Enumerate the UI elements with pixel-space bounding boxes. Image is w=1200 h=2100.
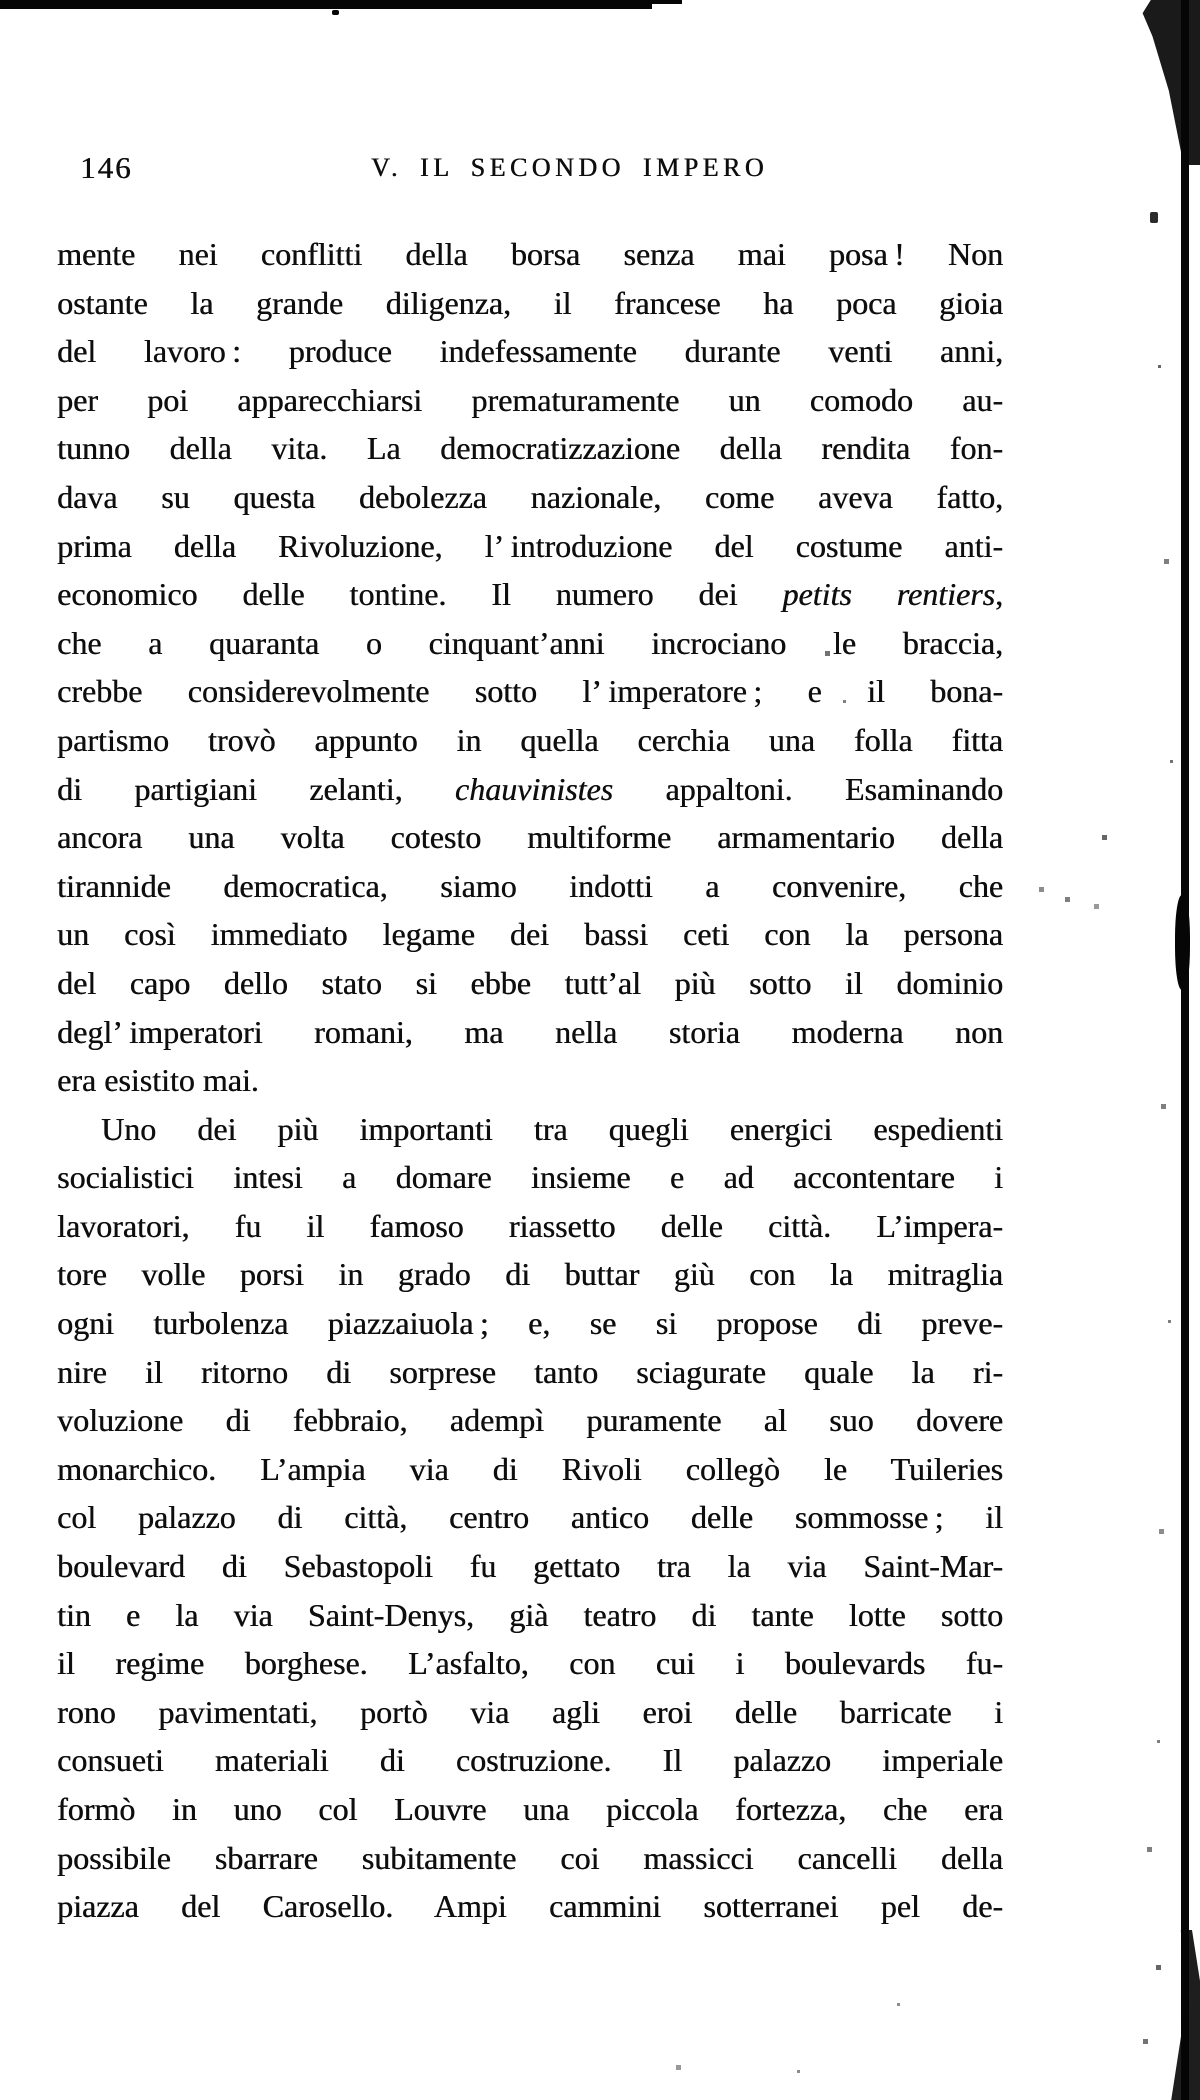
page-number: 146: [80, 150, 133, 185]
text-segment: possibile sbarrare subitamente coi massicci cancelli della: [57, 1839, 1003, 1876]
scan-artifact-top-bar: [0, 0, 652, 9]
text-segment: dava su questa debolezza nazionale, come aveva fatto,: [57, 478, 1003, 515]
text-line: [57, 1834, 1003, 1883]
text-segment: era esistito mai.: [57, 1062, 259, 1099]
italic-text: petits rentiers: [782, 576, 996, 613]
text-line: [57, 862, 1003, 911]
scan-artifact-top-bar-2: [652, 0, 682, 4]
text-segment: crebbe considerevolmente sotto l’ imperatore ; e il bona-: [57, 673, 1003, 710]
text-line: [57, 279, 1003, 328]
text-segment: voluzione di febbraio, adempì puramente al suo dovere: [57, 1402, 1003, 1439]
text-line: [57, 570, 1003, 619]
text-line: [57, 1736, 1003, 1785]
scan-artifact-edge-blob-mid: [1175, 895, 1190, 990]
text-line: [57, 424, 1003, 473]
text-segment: Uno dei più importanti tra quegli energici espedienti: [101, 1110, 1003, 1147]
text-segment: tore volle porsi in grado di buttar giù con la mitraglia: [57, 1256, 1003, 1293]
text-segment: appaltoni. Esaminando: [613, 770, 1004, 807]
text-line: [57, 1785, 1003, 1834]
text-line: [57, 1056, 1003, 1105]
text-segment: prima della Rivoluzione, l’ introduzione del costume anti-: [57, 527, 1003, 564]
text-segment: ogni turbolenza piazzaiuola ; e, se si propose di preve-: [57, 1305, 1003, 1342]
text-line: [57, 765, 1003, 814]
italic-text: chauvinistes: [454, 770, 614, 807]
text-segment: lavoratori, fu il famoso riassetto delle città. L’impera-: [57, 1207, 1003, 1244]
running-title: V. IL SECONDO IMPERO: [371, 153, 769, 182]
text-line: [57, 667, 1003, 716]
text-line: [57, 230, 1003, 279]
text-segment: del lavoro : produce indefessamente durante venti anni,: [57, 333, 1003, 370]
text-line: [57, 716, 1003, 765]
text-segment: ancora una volta cotesto multiforme armamentario della: [57, 819, 1003, 856]
text-line: [57, 1105, 1003, 1154]
text-segment: partismo trovò appunto in quella cerchia una folla fitta: [57, 721, 1003, 758]
text-line: [57, 1348, 1003, 1397]
text-segment: il regime borghese. L’asfalto, con cui i boulevards fu-: [57, 1645, 1003, 1682]
text-line: [57, 1396, 1003, 1445]
body-text: [57, 230, 1003, 1931]
text-segment: col palazzo di città, centro antico delle sommosse ; il: [57, 1499, 1003, 1536]
scan-artifact-edge-smudge-top: [1118, 0, 1200, 165]
text-line: [57, 376, 1003, 425]
text-segment: del capo dello stato si ebbe tutt’al più sotto il dominio: [57, 964, 1003, 1001]
text-segment: economico delle tontine. Il numero dei: [57, 576, 783, 613]
text-line: [57, 1153, 1003, 1202]
scan-artifact-top-speck: [332, 10, 339, 15]
text-line: [57, 1445, 1003, 1494]
text-line: [57, 1639, 1003, 1688]
text-line: [57, 327, 1003, 376]
text-segment: che a quaranta o cinquant’anni incrociano le braccia,: [57, 624, 1003, 661]
text-line: [57, 1882, 1003, 1931]
text-line: [57, 522, 1003, 571]
text-line: [57, 1008, 1003, 1057]
scan-artifact-speckles: [0, 0, 3, 3]
text-line: [57, 813, 1003, 862]
text-line: [57, 473, 1003, 522]
text-segment: tunno della vita. La democratizzazione della rendita fon-: [57, 430, 1003, 467]
text-segment: mente nei conflitti della borsa senza mai posa ! Non: [57, 236, 1003, 272]
paragraph: [57, 230, 1003, 1105]
text-line: [57, 1250, 1003, 1299]
text-line: [57, 1591, 1003, 1640]
text-line: [57, 959, 1003, 1008]
text-segment: socialistici intesi a domare insieme e ad accontentare i: [57, 1159, 1003, 1196]
scan-artifact-small-mark: [1150, 212, 1158, 223]
text-segment: tin e la via Saint-Denys, già teatro di tante lotte sotto: [57, 1596, 1003, 1633]
text-segment: per poi apparecchiarsi prematuramente un comodo au-: [57, 381, 1003, 418]
text-line: [57, 619, 1003, 668]
text-segment: monarchico. L’ampia via di Rivoli collegò le Tuileries: [57, 1450, 1003, 1487]
paragraph: [57, 1105, 1003, 1931]
text-line: [57, 1542, 1003, 1591]
text-segment: consueti materiali di costruzione. Il palazzo imperiale: [57, 1742, 1003, 1779]
text-segment: degl’ imperatori romani, ma nella storia moderna non: [57, 1013, 1003, 1050]
text-segment: ,: [995, 576, 1004, 613]
text-segment: boulevard di Sebastopoli fu gettato tra la via Saint-Mar-: [57, 1548, 1003, 1585]
text-segment: piazza del Carosello. Ampi cammini sotterranei pel de-: [57, 1888, 1003, 1925]
text-line: [57, 1202, 1003, 1251]
text-segment: un così immediato legame dei bassi ceti con la persona: [57, 916, 1003, 953]
text-segment: nire il ritorno di sorprese tanto sciagurate quale la ri-: [57, 1353, 1003, 1390]
text-line: [57, 1299, 1003, 1348]
text-segment: ostante la grande diligenza, il francese ha poca gioia: [57, 284, 1003, 321]
text-segment: di partigiani zelanti,: [57, 770, 455, 807]
scan-artifact-right-edge: [1181, 0, 1189, 2100]
text-segment: formò in uno col Louvre una piccola fortezza, che era: [57, 1791, 1003, 1827]
text-line: [57, 1493, 1003, 1542]
text-line: [57, 1688, 1003, 1737]
text-segment: rono pavimentati, portò via agli eroi delle barricate i: [57, 1693, 1003, 1730]
text-line: [57, 910, 1003, 959]
text-segment: tirannide democratica, siamo indotti a convenire, che: [57, 867, 1003, 904]
